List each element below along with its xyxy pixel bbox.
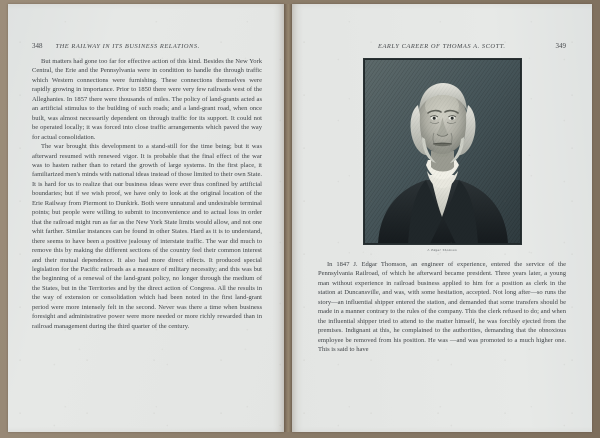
- portrait-plate: [364, 59, 521, 244]
- paragraph: The war brought this development to a stand-still for the time being; but it was afterward resumed with renewed vigor. It is probable that the final effect of the war was to hasten rather than to retard the growth of large systems. In the first place, it familiarized men's minds with national ideas instead of those limited to their own State. It is hard for us to realize that our business ideas were ever thus confined by artificial boundaries; but if we wish proof, we have only to look at the original location of the Erie Railway from Piermont to Dunkirk. Both were unnatural and undesirable terminal points; but people were willing to submit to inconvenience and to actual loss in order that the railroad might run as far as the New York State limits would allow, and not one whit farther. Similar instances can be found in other States. Hard as it is to understand, there seems to have been a positive jealousy of interstate traffic. The war did much to remove this by making the different sections of the country feel their common interest and their mutual dependence. It also had more direct effects. It produced special legislation for the Pacific railroads as a measure of military necessity; and this was but the beginning of a renewal of the land-grant policy, no longer through the medium of the States, but in the Territories and by the direct action of Congress. All the results in the way of extension or consolidation which had been noted in the first land-grant period were more intensely felt in the second. Never was there a time when business foresight and administrative power were more needed or more richly rewarded than in railroad management during the third quarter of the century.: [32, 143, 262, 330]
- left-page: [8, 4, 284, 432]
- portrait-plate-wrapper: [318, 59, 566, 252]
- left-running-head: [32, 4, 262, 50]
- right-page: [292, 4, 592, 432]
- portrait-engraving: [364, 59, 521, 244]
- left-running-head-title: THE RAILWAY IN ITS BUSINESS RELATIONS.: [55, 43, 200, 50]
- right-body-column: [318, 260, 566, 355]
- paragraph: But matters had gone too far for effective action of this kind. Besides the New York Central, the Erie and the Pennsylvania were in condition to handle the through traffic which Western connections were furnishing. These connections themselves were rapidly growing in importance. Prior to 1850 there were very few railroads west of the Alleghanies. In 1857 there were thousands of miles. The policy of land-grants acted as an artificial stimulus to the building of such roads; and a land-grant road, when once built, was almost necessarily dependent on through traffic for its support. It could not be operated locally; it was forced into close traffic arrangements which paved the way for actual consolidation.: [32, 58, 262, 141]
- page-gutter: [284, 4, 292, 432]
- right-running-head: [318, 4, 566, 50]
- left-page-folio: 348: [32, 42, 43, 50]
- right-running-head-title: EARLY CAREER OF THOMAS A. SCOTT.: [378, 43, 506, 50]
- plate-caption: J. Edgar Thomson: [427, 248, 457, 252]
- left-page-inner: [8, 4, 284, 432]
- right-page-folio: 349: [555, 42, 566, 50]
- left-body-column: [32, 57, 262, 331]
- paragraph: In 1847 J. Edgar Thomson, an engineer of experience, entered the service of the Pennsylvania Railroad, of which he afterward became president. Three years later, a young man without experience in railroad business applied to him for a position as clerk in the station at Duncansville, and was, with some hesitation, accepted. Not long after—so runs the story—an influential shipper entered the station, and demanded that some transfers should be made in a manner contrary to the rules of the company. This the clerk refused to do; and when the influential shipper tried to attend to the matter himself, he was forcibly ejected from the premises. Indignant at this, he complained to the authorities, demanding that the obnoxious employee be removed from his position. He was —and was promoted to a much higher one. This is said to have: [318, 261, 566, 354]
- right-page-inner: [292, 4, 592, 432]
